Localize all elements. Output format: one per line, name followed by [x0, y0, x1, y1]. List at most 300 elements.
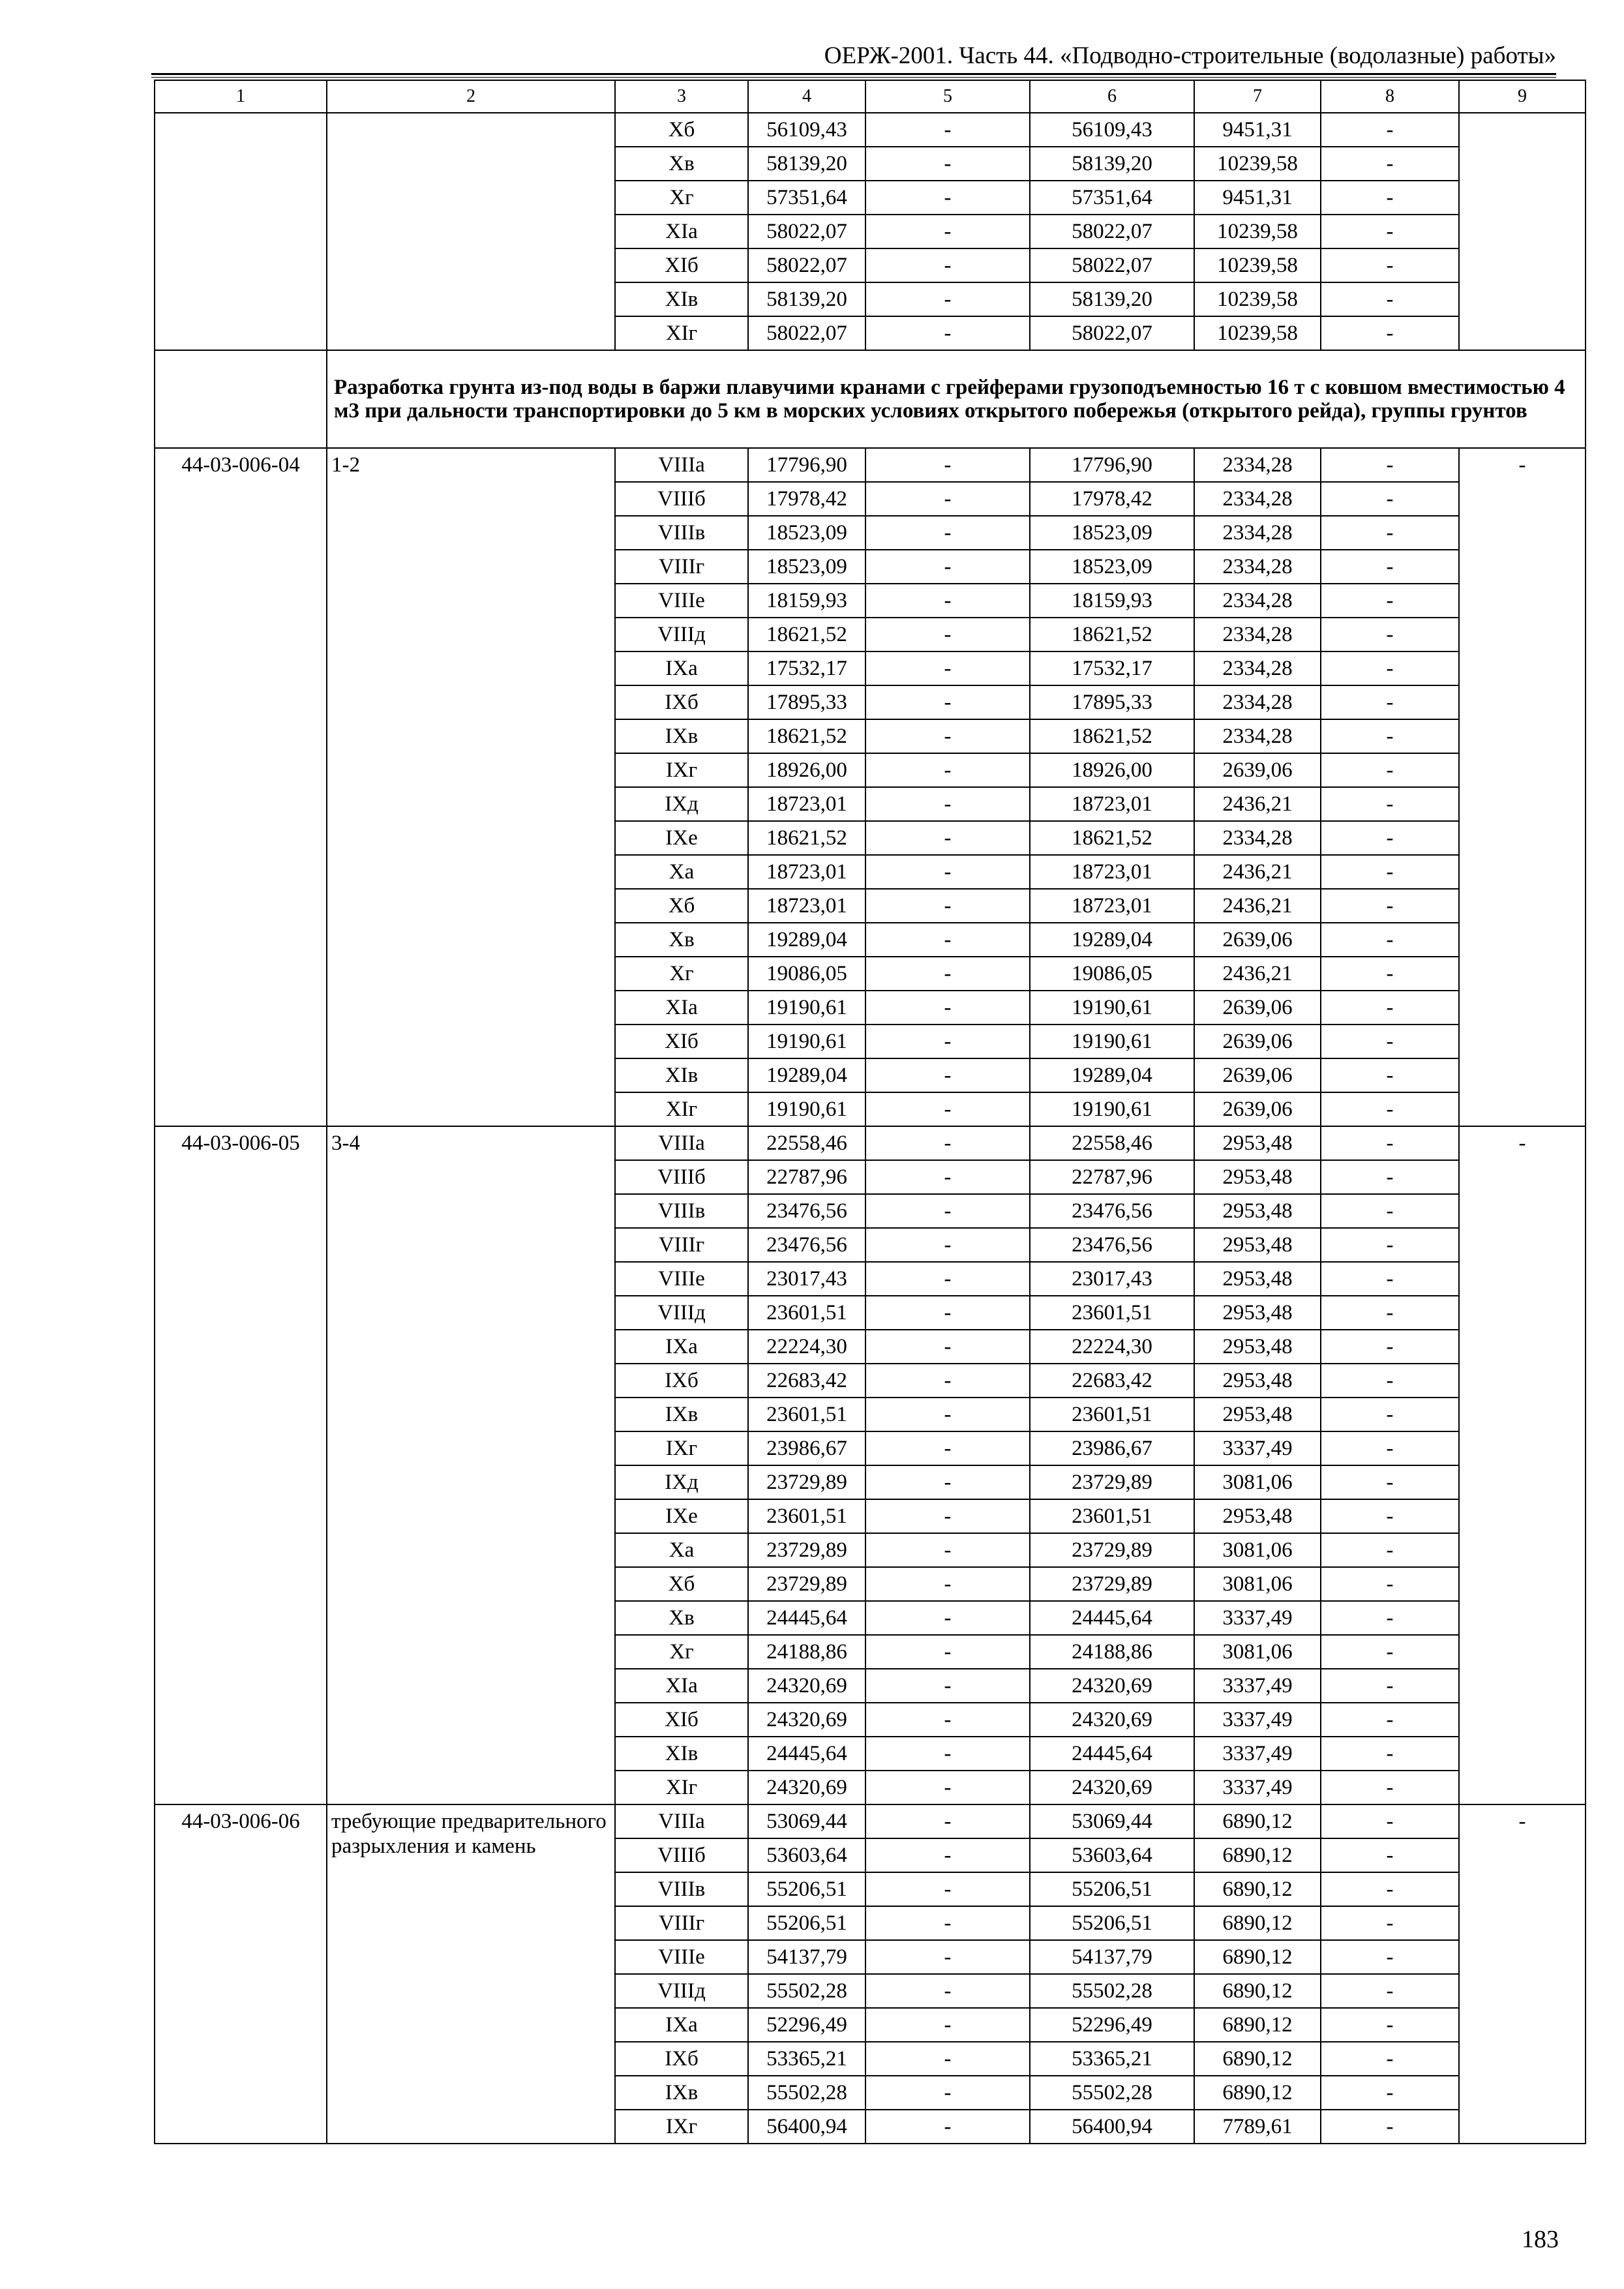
- soil-class-cell: VIIIд: [615, 1974, 748, 2008]
- value-col-5: -: [865, 685, 1030, 719]
- value-col-7: 3337,49: [1194, 1737, 1321, 1771]
- soil-class-cell: IXг: [615, 1431, 748, 1465]
- value-col-6: 23729,89: [1030, 1533, 1194, 1567]
- value-col-8: -: [1321, 1398, 1459, 1431]
- value-col-6: 18621,52: [1030, 719, 1194, 753]
- value-col-8: -: [1321, 1364, 1459, 1398]
- value-col-5: -: [865, 1635, 1030, 1669]
- value-col-5: -: [865, 1092, 1030, 1126]
- soil-class-cell: XIв: [615, 1737, 748, 1771]
- value-col-7: 2953,48: [1194, 1296, 1321, 1330]
- value-col-4: 23601,51: [748, 1499, 865, 1533]
- value-col-5: -: [865, 1398, 1030, 1431]
- value-col-6: 23017,43: [1030, 1262, 1194, 1296]
- soil-class-cell: IXв: [615, 2076, 748, 2110]
- value-col-5: -: [865, 1533, 1030, 1567]
- soil-group-description: 3-4: [327, 1126, 615, 1804]
- value-col-4: 17532,17: [748, 651, 865, 685]
- value-col-4: 23729,89: [748, 1465, 865, 1499]
- value-col-5: -: [865, 1160, 1030, 1194]
- soil-class-cell: Xг: [615, 181, 748, 215]
- value-col-7: 6890,12: [1194, 1940, 1321, 1974]
- value-col-4: 23601,51: [748, 1296, 865, 1330]
- value-col-8: -: [1321, 1228, 1459, 1262]
- value-col-7: 2639,06: [1194, 1092, 1321, 1126]
- value-col-4: 23601,51: [748, 1398, 865, 1431]
- value-col-6: 58139,20: [1030, 282, 1194, 316]
- value-col-5: -: [865, 1838, 1030, 1872]
- value-col-7: 2334,28: [1194, 550, 1321, 584]
- value-col-9: -: [1459, 448, 1586, 1126]
- soil-class-cell: IXг: [615, 753, 748, 787]
- value-col-6: 17978,42: [1030, 482, 1194, 516]
- value-col-4: 53365,21: [748, 2042, 865, 2076]
- value-col-5: -: [865, 1804, 1030, 1838]
- value-col-7: 9451,31: [1194, 113, 1321, 147]
- value-col-6: 22224,30: [1030, 1330, 1194, 1364]
- value-col-6: 53069,44: [1030, 1804, 1194, 1838]
- value-col-6: 19289,04: [1030, 1058, 1194, 1092]
- value-col-8: -: [1321, 1703, 1459, 1737]
- value-col-6: 55206,51: [1030, 1906, 1194, 1940]
- value-col-5: -: [865, 2008, 1030, 2042]
- value-col-8: -: [1321, 2076, 1459, 2110]
- soil-class-cell: Xв: [615, 1601, 748, 1635]
- soil-class-cell: VIIIв: [615, 516, 748, 550]
- value-col-8: -: [1321, 957, 1459, 991]
- soil-class-cell: VIIIг: [615, 1906, 748, 1940]
- rate-code: 44-03-006-05: [155, 1126, 327, 1804]
- value-col-6: 18621,52: [1030, 618, 1194, 651]
- value-col-6: 55502,28: [1030, 2076, 1194, 2110]
- soil-class-cell: VIIIв: [615, 1872, 748, 1906]
- soil-class-cell: VIIIа: [615, 1126, 748, 1160]
- value-col-6: 58139,20: [1030, 147, 1194, 181]
- value-col-7: 3081,06: [1194, 1635, 1321, 1669]
- value-col-7: 3337,49: [1194, 1601, 1321, 1635]
- value-col-7: 2639,06: [1194, 1025, 1321, 1058]
- column-number: 7: [1194, 80, 1321, 113]
- value-col-7: 7789,61: [1194, 2110, 1321, 2144]
- value-col-4: 23017,43: [748, 1262, 865, 1296]
- column-number: 5: [865, 80, 1030, 113]
- soil-class-cell: Xг: [615, 957, 748, 991]
- value-col-8: -: [1321, 855, 1459, 889]
- soil-class-cell: VIIIд: [615, 1296, 748, 1330]
- value-col-8: -: [1321, 147, 1459, 181]
- value-col-4: 56400,94: [748, 2110, 865, 2144]
- value-col-4: 55206,51: [748, 1872, 865, 1906]
- value-col-4: 17978,42: [748, 482, 865, 516]
- description-cell-empty: [327, 113, 615, 350]
- value-col-6: 22787,96: [1030, 1160, 1194, 1194]
- value-col-7: 2953,48: [1194, 1330, 1321, 1364]
- value-col-8: -: [1321, 1499, 1459, 1533]
- value-col-7: 6890,12: [1194, 1906, 1321, 1940]
- value-col-6: 53603,64: [1030, 1838, 1194, 1872]
- soil-class-cell: IXе: [615, 1499, 748, 1533]
- value-col-6: 23476,56: [1030, 1228, 1194, 1262]
- table-row: [155, 448, 1586, 482]
- value-col-4: 58139,20: [748, 147, 865, 181]
- value-col-8: -: [1321, 1025, 1459, 1058]
- value-col-4: 18723,01: [748, 855, 865, 889]
- value-col-7: 2436,21: [1194, 787, 1321, 821]
- value-col-8: -: [1321, 1804, 1459, 1838]
- soil-class-cell: XIв: [615, 282, 748, 316]
- value-col-6: 19086,05: [1030, 957, 1194, 991]
- soil-class-cell: IXа: [615, 651, 748, 685]
- value-col-8: -: [1321, 651, 1459, 685]
- value-col-7: 2334,28: [1194, 482, 1321, 516]
- value-col-4: 19190,61: [748, 1025, 865, 1058]
- value-col-9: -: [1459, 1126, 1586, 1804]
- value-col-4: 52296,49: [748, 2008, 865, 2042]
- value-col-5: -: [865, 1906, 1030, 1940]
- value-col-5: -: [865, 923, 1030, 957]
- soil-class-cell: VIIIд: [615, 618, 748, 651]
- value-col-5: -: [865, 316, 1030, 350]
- value-col-8: -: [1321, 719, 1459, 753]
- value-col-8: -: [1321, 1465, 1459, 1499]
- value-col-7: 2334,28: [1194, 821, 1321, 855]
- value-col-4: 18926,00: [748, 753, 865, 787]
- value-col-6: 23729,89: [1030, 1567, 1194, 1601]
- value-col-6: 19289,04: [1030, 923, 1194, 957]
- value-col-6: 18723,01: [1030, 787, 1194, 821]
- value-col-7: 10239,58: [1194, 248, 1321, 282]
- section-title-row: [155, 350, 1586, 448]
- value-col-7: 2639,06: [1194, 991, 1321, 1025]
- value-col-4: 24445,64: [748, 1737, 865, 1771]
- soil-class-cell: VIIIб: [615, 1838, 748, 1872]
- soil-class-cell: XIб: [615, 1703, 748, 1737]
- soil-class-cell: XIг: [615, 1771, 748, 1804]
- value-col-6: 17895,33: [1030, 685, 1194, 719]
- value-col-5: -: [865, 1940, 1030, 1974]
- value-col-7: 10239,58: [1194, 316, 1321, 350]
- value-col-8: -: [1321, 181, 1459, 215]
- value-col-4: 24320,69: [748, 1703, 865, 1737]
- value-col-4: 19190,61: [748, 991, 865, 1025]
- value-col-6: 55502,28: [1030, 1974, 1194, 2008]
- soil-class-cell: XIб: [615, 1025, 748, 1058]
- soil-class-cell: VIIIб: [615, 482, 748, 516]
- column-number: 2: [327, 80, 615, 113]
- soil-class-cell: VIIIе: [615, 584, 748, 618]
- rate-code: 44-03-006-04: [155, 448, 327, 1126]
- value-col-7: 2639,06: [1194, 923, 1321, 957]
- value-col-6: 52296,49: [1030, 2008, 1194, 2042]
- value-col-8: -: [1321, 282, 1459, 316]
- value-col-6: 23601,51: [1030, 1499, 1194, 1533]
- value-col-6: 18926,00: [1030, 753, 1194, 787]
- value-col-8: -: [1321, 923, 1459, 957]
- value-col-5: -: [865, 889, 1030, 923]
- value-col-7: 3081,06: [1194, 1465, 1321, 1499]
- value-col-7: 2334,28: [1194, 516, 1321, 550]
- column-number: 1: [155, 80, 327, 113]
- value-col-9: -: [1459, 1804, 1586, 2144]
- section-code-cell-empty: [155, 350, 327, 448]
- value-col-8: -: [1321, 448, 1459, 482]
- value-col-7: 10239,58: [1194, 147, 1321, 181]
- value-col-5: -: [865, 1872, 1030, 1906]
- value-col-5: -: [865, 1703, 1030, 1737]
- value-col-6: 18523,09: [1030, 516, 1194, 550]
- column-numbers-row: [155, 80, 1586, 113]
- value-col-6: 22683,42: [1030, 1364, 1194, 1398]
- soil-class-cell: IXа: [615, 1330, 748, 1364]
- value-col-4: 18723,01: [748, 889, 865, 923]
- value-col-7: 2639,06: [1194, 753, 1321, 787]
- value-col-8: -: [1321, 1567, 1459, 1601]
- soil-class-cell: VIIIб: [615, 1160, 748, 1194]
- value-col-6: 17796,90: [1030, 448, 1194, 482]
- rates-table: [154, 80, 1586, 2144]
- value-col-8: -: [1321, 1838, 1459, 1872]
- value-col-8: -: [1321, 1771, 1459, 1804]
- soil-class-cell: Xб: [615, 1567, 748, 1601]
- rates-table-body: [155, 80, 1586, 2144]
- value-col-4: 24320,69: [748, 1669, 865, 1703]
- value-col-5: -: [865, 1058, 1030, 1092]
- value-col-5: -: [865, 2110, 1030, 2144]
- value-col-6: 18723,01: [1030, 855, 1194, 889]
- value-col-4: 58022,07: [748, 248, 865, 282]
- value-col-6: 23476,56: [1030, 1194, 1194, 1228]
- value-col-6: 23601,51: [1030, 1296, 1194, 1330]
- value-col-6: 56400,94: [1030, 2110, 1194, 2144]
- soil-class-cell: XIв: [615, 1058, 748, 1092]
- soil-class-cell: Xг: [615, 1635, 748, 1669]
- value-col-5: -: [865, 719, 1030, 753]
- value-col-4: 18523,09: [748, 516, 865, 550]
- value-col-7: 6890,12: [1194, 2042, 1321, 2076]
- value-col-8: -: [1321, 1669, 1459, 1703]
- soil-class-cell: IXб: [615, 1364, 748, 1398]
- value-col-7: 10239,58: [1194, 282, 1321, 316]
- value-col-8: -: [1321, 1092, 1459, 1126]
- value-col-8: -: [1321, 1262, 1459, 1296]
- value-col-7: 2953,48: [1194, 1126, 1321, 1160]
- value-col-6: 58022,07: [1030, 215, 1194, 248]
- value-col-7: 6890,12: [1194, 1974, 1321, 2008]
- value-col-5: -: [865, 855, 1030, 889]
- value-col-6: 54137,79: [1030, 1940, 1194, 1974]
- value-col-6: 58022,07: [1030, 316, 1194, 350]
- soil-class-cell: XIг: [615, 316, 748, 350]
- value-col-4: 18621,52: [748, 821, 865, 855]
- value-col-7: 2953,48: [1194, 1262, 1321, 1296]
- value-col-8: -: [1321, 113, 1459, 147]
- value-col-5: -: [865, 584, 1030, 618]
- value-col-7: 2334,28: [1194, 719, 1321, 753]
- value-col-8: -: [1321, 482, 1459, 516]
- value-col-6: 22558,46: [1030, 1126, 1194, 1160]
- value-col-5: -: [865, 147, 1030, 181]
- value-col-4: 22787,96: [748, 1160, 865, 1194]
- value-col-7: 2436,21: [1194, 855, 1321, 889]
- value-col-7: 2953,48: [1194, 1398, 1321, 1431]
- value-col-8: -: [1321, 584, 1459, 618]
- value-col-7: 3337,49: [1194, 1669, 1321, 1703]
- code-cell-empty: [155, 113, 327, 350]
- value-col-6: 17532,17: [1030, 651, 1194, 685]
- header-rule-thin: [151, 77, 1556, 78]
- value-col-5: -: [865, 957, 1030, 991]
- value-col-6: 19190,61: [1030, 1025, 1194, 1058]
- value-col-6: 18621,52: [1030, 821, 1194, 855]
- value-col-8: -: [1321, 821, 1459, 855]
- value-col-8: -: [1321, 1431, 1459, 1465]
- value-col-7: 3081,06: [1194, 1533, 1321, 1567]
- value-col-8: -: [1321, 1330, 1459, 1364]
- value-col-5: -: [865, 787, 1030, 821]
- value-col-8: -: [1321, 1058, 1459, 1092]
- value-col-5: -: [865, 1330, 1030, 1364]
- value-col-7: 3337,49: [1194, 1771, 1321, 1804]
- table-row: [155, 1804, 1586, 1838]
- value-col-5: -: [865, 1262, 1030, 1296]
- value-col-7: 6890,12: [1194, 2008, 1321, 2042]
- soil-class-cell: VIIIе: [615, 1940, 748, 1974]
- soil-group-description: 1-2: [327, 448, 615, 1126]
- value-col-5: -: [865, 1465, 1030, 1499]
- value-col-5: -: [865, 1771, 1030, 1804]
- soil-class-cell: VIIIв: [615, 1194, 748, 1228]
- value-col-8: -: [1321, 1737, 1459, 1771]
- value-col-6: 18159,93: [1030, 584, 1194, 618]
- value-col-5: -: [865, 1228, 1030, 1262]
- value-col-7: 2953,48: [1194, 1160, 1321, 1194]
- column-number: 8: [1321, 80, 1459, 113]
- value-col-4: 58022,07: [748, 316, 865, 350]
- soil-class-cell: IXд: [615, 787, 748, 821]
- value-col-5: -: [865, 2042, 1030, 2076]
- value-col-4: 23476,56: [748, 1194, 865, 1228]
- value-col-4: 18621,52: [748, 719, 865, 753]
- value-col-7: 6890,12: [1194, 1804, 1321, 1838]
- value-col-8: -: [1321, 1601, 1459, 1635]
- soil-class-cell: XIа: [615, 1669, 748, 1703]
- value-col-7: 2334,28: [1194, 685, 1321, 719]
- value-col-7: 2639,06: [1194, 1058, 1321, 1092]
- value-col-4: 23476,56: [748, 1228, 865, 1262]
- soil-class-cell: IXг: [615, 2110, 748, 2144]
- soil-class-cell: VIIIе: [615, 1262, 748, 1296]
- soil-class-cell: XIб: [615, 248, 748, 282]
- value-col-7: 2953,48: [1194, 1499, 1321, 1533]
- value-col-4: 55502,28: [748, 2076, 865, 2110]
- value-col-4: 57351,64: [748, 181, 865, 215]
- value-col-7: 2436,21: [1194, 889, 1321, 923]
- value-col-4: 54137,79: [748, 1940, 865, 1974]
- value-col-5: -: [865, 1364, 1030, 1398]
- value-col-4: 18159,93: [748, 584, 865, 618]
- value-col-8: -: [1321, 1194, 1459, 1228]
- value-col-6: 23729,89: [1030, 1465, 1194, 1499]
- value-col-4: 23986,67: [748, 1431, 865, 1465]
- value-col-8: -: [1321, 1940, 1459, 1974]
- soil-class-cell: Xв: [615, 147, 748, 181]
- page-header-title: ОЕРЖ-2001. Часть 44. «Подводно-строительные (водолазные) работы»: [824, 42, 1556, 69]
- value-col-5: -: [865, 1025, 1030, 1058]
- value-col-5: -: [865, 248, 1030, 282]
- soil-class-cell: IXе: [615, 821, 748, 855]
- value-col-6: 55206,51: [1030, 1872, 1194, 1906]
- header-rule: [151, 73, 1556, 75]
- value-col-5: -: [865, 1737, 1030, 1771]
- soil-class-cell: VIIIг: [615, 550, 748, 584]
- value-col-5: -: [865, 282, 1030, 316]
- value-col-6: 56109,43: [1030, 113, 1194, 147]
- soil-class-cell: VIIIа: [615, 448, 748, 482]
- value-col-5: -: [865, 651, 1030, 685]
- value-col-5: -: [865, 618, 1030, 651]
- value-col-5: -: [865, 448, 1030, 482]
- value-col-7: 2334,28: [1194, 584, 1321, 618]
- value-col-4: 19289,04: [748, 1058, 865, 1092]
- soil-class-cell: IXб: [615, 685, 748, 719]
- soil-class-cell: IXа: [615, 2008, 748, 2042]
- value-col-6: 19190,61: [1030, 991, 1194, 1025]
- value-col-4: 53069,44: [748, 1804, 865, 1838]
- value-col-4: 24320,69: [748, 1771, 865, 1804]
- value-col-4: 19086,05: [748, 957, 865, 991]
- value-col-5: -: [865, 991, 1030, 1025]
- value-col-4: 22558,46: [748, 1126, 865, 1160]
- value-col-8: -: [1321, 550, 1459, 584]
- value-col-8: -: [1321, 2008, 1459, 2042]
- table-row: [155, 113, 1586, 147]
- value-col-5: -: [865, 1974, 1030, 2008]
- value-col-5: -: [865, 1499, 1030, 1533]
- value-col-6: 58022,07: [1030, 248, 1194, 282]
- value-col-8: -: [1321, 889, 1459, 923]
- value-col-8: -: [1321, 685, 1459, 719]
- value-col-4: 17796,90: [748, 448, 865, 482]
- value-col-5: -: [865, 516, 1030, 550]
- value-col-8: -: [1321, 753, 1459, 787]
- value-col-5: -: [865, 1669, 1030, 1703]
- value-col-4: 18723,01: [748, 787, 865, 821]
- value-col-6: 24445,64: [1030, 1601, 1194, 1635]
- value-col-7: 2953,48: [1194, 1228, 1321, 1262]
- value-col-4: 55502,28: [748, 1974, 865, 2008]
- section-title: Разработка грунта из-под воды в баржи плавучими кранами с грейферами грузоподъемностью 16 т с ковшом вместимостью 4 м3 при дальности транспортировки до 5 км в морских условиях открытого побережья (открытого рейда), группы грунтов: [327, 350, 1586, 448]
- value-col-7: 2436,21: [1194, 957, 1321, 991]
- value-col-5: -: [865, 550, 1030, 584]
- value-col-7: 2953,48: [1194, 1364, 1321, 1398]
- value-col-8: -: [1321, 215, 1459, 248]
- value-col-8: -: [1321, 316, 1459, 350]
- value-col-4: 56109,43: [748, 113, 865, 147]
- value-col-7: 2334,28: [1194, 618, 1321, 651]
- column-number: 9: [1459, 80, 1586, 113]
- soil-class-cell: IXв: [615, 1398, 748, 1431]
- value-col-7: 6890,12: [1194, 2076, 1321, 2110]
- value-col-4: 23729,89: [748, 1533, 865, 1567]
- value-col-7: 3337,49: [1194, 1703, 1321, 1737]
- column-number: 4: [748, 80, 865, 113]
- value-col-6: 23986,67: [1030, 1431, 1194, 1465]
- table-row: [155, 1126, 1586, 1160]
- soil-class-cell: Xа: [615, 1533, 748, 1567]
- page-number: 183: [1522, 2226, 1559, 2253]
- value-col-8: -: [1321, 1160, 1459, 1194]
- value-col-6: 53365,21: [1030, 2042, 1194, 2076]
